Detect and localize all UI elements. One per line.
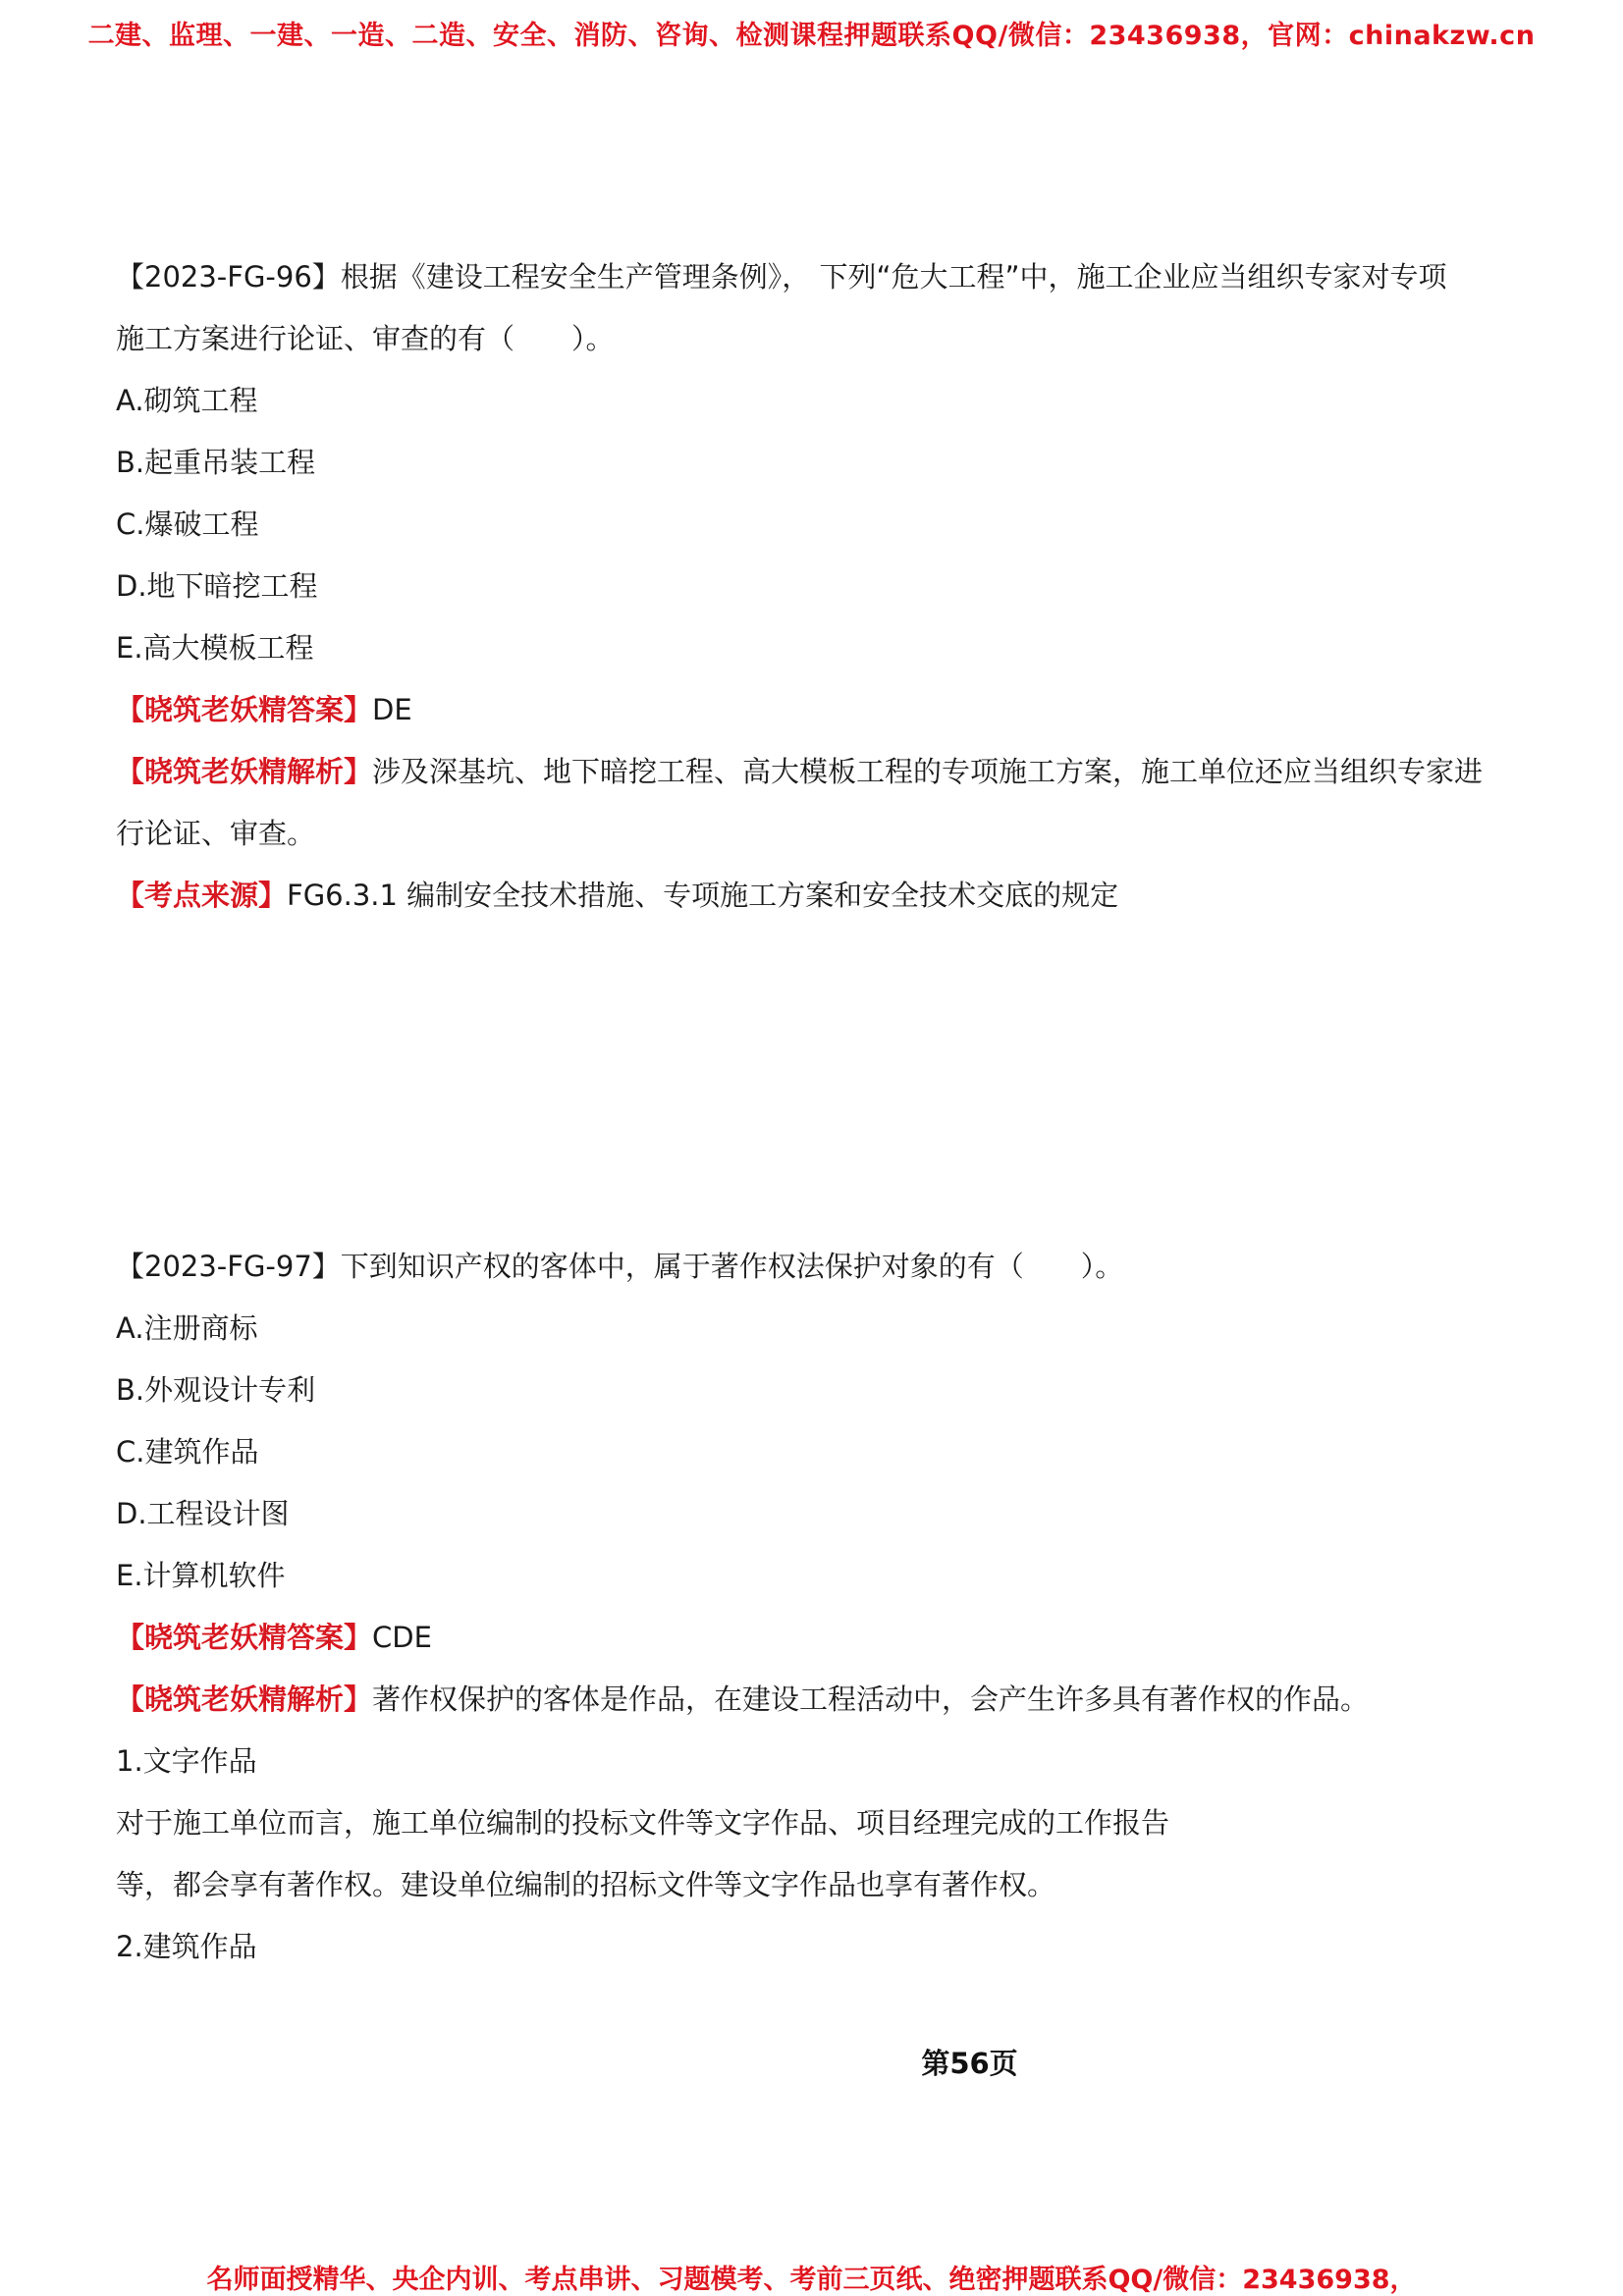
analysis-tag: 【晓筑老妖精解析】	[116, 755, 373, 788]
analysis-tag: 【晓筑老妖精解析】	[116, 1682, 373, 1716]
answer-value: CDE	[372, 1621, 432, 1654]
page-number: 第56页	[921, 2047, 1018, 2080]
footer-banner: 名师面授精华、央企内训、考点串讲、习题模考、考前三页纸、绝密押题联系QQ/微信：23436938，	[206, 2265, 1417, 2295]
question-96-option-e: E.高大模板工程	[116, 631, 314, 665]
analysis-text: 涉及深基坑、地下暗挖工程、高大模板工程的专项施工方案，施工单位还应当组织专家进	[372, 755, 1484, 788]
question-97-stem: 【2023-FG-97】下到知识产权的客体中，属于著作权法保护对象的有（ ）。	[116, 1250, 1124, 1283]
question-97-analysis	[116, 1680, 1369, 1719]
question-97-item2-title: 2.建筑作品	[116, 1930, 257, 1963]
question-97-item1-title: 1.文字作品	[116, 1744, 257, 1778]
question-97-option-e: E.计算机软件	[116, 1559, 286, 1592]
question-96-option-a: A.砌筑工程	[116, 384, 258, 417]
question-97-option-d: D.工程设计图	[116, 1497, 290, 1530]
question-97-answer	[116, 1618, 432, 1657]
header-banner: 二建、监理、一建、一造、二造、安全、消防、咨询、检测课程押题联系QQ/微信：23436938，官网：chinakzw.cn	[87, 21, 1536, 51]
question-96-source	[116, 876, 1118, 915]
question-96-option-d: D.地下暗挖工程	[116, 569, 318, 603]
source-tag: 【考点来源】	[116, 879, 288, 912]
question-96-option-c: C.爆破工程	[116, 507, 259, 541]
question-97-option-b: B.外观设计专利	[116, 1373, 316, 1407]
answer-tag: 【晓筑老妖精答案】	[116, 1621, 373, 1654]
question-97-item1-line2: 等，都会享有著作权。建设单位编制的招标文件等文字作品也享有著作权。	[116, 1868, 1056, 1901]
question-97-option-c: C.建筑作品	[116, 1435, 259, 1468]
question-96-stem-line1: 【2023-FG-96】根据《建设工程安全生产管理条例》， 下列“危大工程”中，施工企业应当组织专家对专项	[116, 260, 1447, 294]
answer-value: DE	[372, 693, 412, 726]
question-96-analysis-line1	[116, 752, 1483, 791]
source-text: FG6.3.1 编制安全技术措施、专项施工方案和安全技术交底的规定	[287, 879, 1119, 912]
question-96-answer	[116, 690, 412, 729]
answer-tag: 【晓筑老妖精答案】	[116, 693, 373, 726]
question-96-stem-line2: 施工方案进行论证、审查的有（ ）。	[116, 322, 615, 355]
question-97-option-a: A.注册商标	[116, 1311, 258, 1345]
question-97-item1-line1: 对于施工单位而言，施工单位编制的投标文件等文字作品、项目经理完成的工作报告	[116, 1806, 1170, 1840]
question-96-analysis-line2: 行论证、审查。	[116, 817, 316, 850]
question-96-option-b: B.起重吊装工程	[116, 446, 316, 479]
analysis-text: 著作权保护的客体是作品，在建设工程活动中，会产生许多具有著作权的作品。	[372, 1682, 1370, 1716]
